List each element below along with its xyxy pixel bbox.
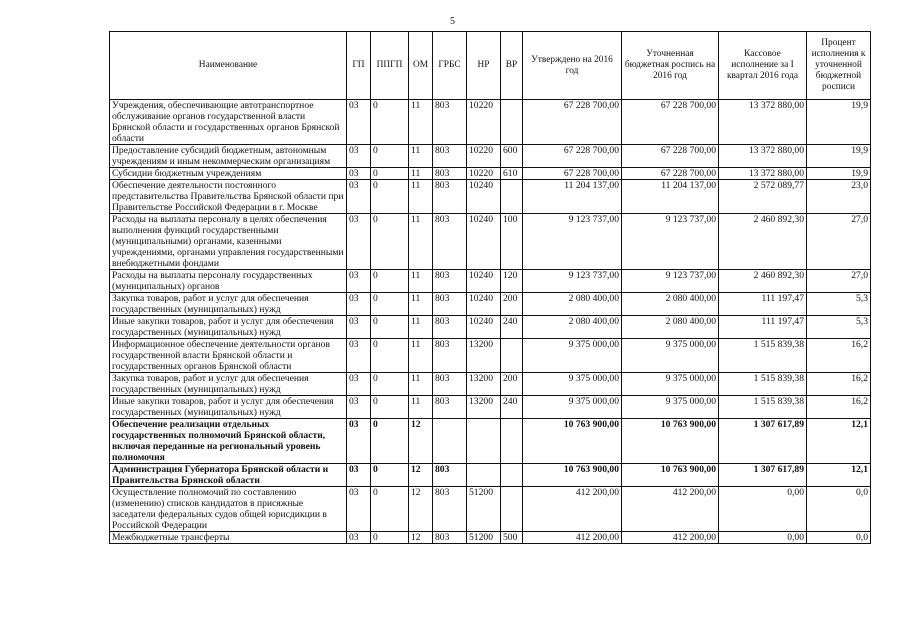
- row-np: 10240: [467, 214, 501, 270]
- row-percent: 19,9: [807, 168, 871, 180]
- row-cash: 1 515 839,38: [719, 373, 807, 396]
- row-percent: 27,0: [807, 214, 871, 270]
- row-pgp: 0: [371, 168, 409, 180]
- table-row: [110, 214, 871, 270]
- row-percent: 27,0: [807, 270, 871, 293]
- row-refined: 9 375 000,00: [622, 339, 719, 373]
- row-refined: 67 228 700,00: [622, 168, 719, 180]
- row-name: Учреждения, обеспечивающие автотранспортное обслуживание органов государственной власти Брянской области и государственных органов Брянской области: [110, 100, 347, 145]
- row-np: 13200: [467, 396, 501, 419]
- header-grbs: ГРБС: [433, 32, 467, 100]
- row-grbs: 803: [433, 464, 467, 487]
- row-name: Осуществление полномочий по составлению (изменению) списков кандидатов в присяжные заседатели федеральных судов общей юрисдикции в Российской Федерации: [110, 487, 347, 532]
- row-refined: 10 763 900,00: [622, 419, 719, 464]
- row-approved: 9 375 000,00: [523, 396, 622, 419]
- row-gp: 03: [347, 396, 371, 419]
- row-grbs: 803: [433, 100, 467, 145]
- row-vr: 200: [501, 293, 523, 316]
- table-row: [110, 180, 871, 214]
- row-cash: 13 372 880,00: [719, 100, 807, 145]
- row-approved: 412 200,00: [523, 487, 622, 532]
- row-name: Предоставление субсидий бюджетным, автономным учреждениям и иным некоммерческим организациям: [110, 145, 347, 168]
- row-grbs: 803: [433, 396, 467, 419]
- row-name: Администрация Губернатора Брянской области и Правительства Брянской области: [110, 464, 347, 487]
- row-vr: 120: [501, 270, 523, 293]
- row-pgp: 0: [371, 100, 409, 145]
- row-refined: 9 375 000,00: [622, 373, 719, 396]
- row-om: 11: [409, 100, 433, 145]
- row-percent: 5,3: [807, 316, 871, 339]
- row-gp: 03: [347, 145, 371, 168]
- row-vr: [501, 464, 523, 487]
- row-name: Расходы на выплаты персоналу государственных (муниципальных) органов: [110, 270, 347, 293]
- row-pgp: 0: [371, 214, 409, 270]
- row-vr: 200: [501, 373, 523, 396]
- row-gp: 03: [347, 373, 371, 396]
- row-pgp: 0: [371, 180, 409, 214]
- row-name: Обеспечение деятельности постоянного представительства Правительства Брянской области при Правительстве Российской Федерации в г. Москве: [110, 180, 347, 214]
- row-approved: 9 123 737,00: [523, 270, 622, 293]
- row-om: 12: [409, 532, 433, 544]
- row-pgp: 0: [371, 419, 409, 464]
- table-row: [110, 145, 871, 168]
- header-vr: ВР: [501, 32, 523, 100]
- row-vr: [501, 339, 523, 373]
- header-row: [110, 32, 871, 100]
- table-row: [110, 100, 871, 145]
- row-np: 51200: [467, 487, 501, 532]
- row-refined: 9 123 737,00: [622, 270, 719, 293]
- row-percent: 19,9: [807, 145, 871, 168]
- row-cash: 1 307 617,89: [719, 419, 807, 464]
- row-vr: [501, 100, 523, 145]
- header-gp: ГП: [347, 32, 371, 100]
- row-name: Закупка товаров, работ и услуг для обеспечения государственных (муниципальных) нужд: [110, 373, 347, 396]
- row-om: 11: [409, 396, 433, 419]
- row-grbs: 803: [433, 373, 467, 396]
- table-header: [110, 32, 871, 100]
- budget-execution-table: [109, 31, 871, 544]
- row-cash: 13 372 880,00: [719, 145, 807, 168]
- row-vr: [501, 419, 523, 464]
- row-pgp: 0: [371, 487, 409, 532]
- row-pgp: 0: [371, 316, 409, 339]
- row-refined: 67 228 700,00: [622, 145, 719, 168]
- row-refined: 10 763 900,00: [622, 464, 719, 487]
- table-row: [110, 339, 871, 373]
- row-approved: 9 375 000,00: [523, 339, 622, 373]
- row-np: 10220: [467, 168, 501, 180]
- row-cash: 111 197,47: [719, 293, 807, 316]
- row-percent: 16,2: [807, 396, 871, 419]
- table-row: [110, 532, 871, 544]
- row-om: 11: [409, 373, 433, 396]
- row-np: 10240: [467, 270, 501, 293]
- row-cash: 1 515 839,38: [719, 339, 807, 373]
- header-cash: Кассовое исполнение за I квартал 2016 года: [719, 32, 807, 100]
- header-refined: Уточненная бюджетная роспись на 2016 год: [622, 32, 719, 100]
- row-approved: 10 763 900,00: [523, 419, 622, 464]
- row-vr: 500: [501, 532, 523, 544]
- row-approved: 67 228 700,00: [523, 100, 622, 145]
- row-gp: 03: [347, 339, 371, 373]
- row-gp: 03: [347, 532, 371, 544]
- row-cash: 111 197,47: [719, 316, 807, 339]
- row-gp: 03: [347, 180, 371, 214]
- row-approved: 2 080 400,00: [523, 316, 622, 339]
- row-gp: 03: [347, 168, 371, 180]
- row-pgp: 0: [371, 145, 409, 168]
- table-row: [110, 293, 871, 316]
- table-row: [110, 419, 871, 464]
- row-grbs: 803: [433, 214, 467, 270]
- row-name: Субсидии бюджетным учреждениям: [110, 168, 347, 180]
- row-refined: 9 123 737,00: [622, 214, 719, 270]
- table-row: [110, 168, 871, 180]
- row-grbs: 803: [433, 339, 467, 373]
- row-grbs: 803: [433, 487, 467, 532]
- row-grbs: 803: [433, 180, 467, 214]
- table-row: [110, 464, 871, 487]
- row-refined: 412 200,00: [622, 532, 719, 544]
- row-gp: 03: [347, 270, 371, 293]
- row-np: 10240: [467, 293, 501, 316]
- row-grbs: 803: [433, 270, 467, 293]
- row-cash: 0,00: [719, 532, 807, 544]
- row-gp: 03: [347, 293, 371, 316]
- row-om: 11: [409, 168, 433, 180]
- row-om: 11: [409, 270, 433, 293]
- header-approved: Утверждено на 2016 год: [523, 32, 622, 100]
- row-name: Информационное обеспечение деятельности органов государственной власти Брянской области и государственных органов Брянской области: [110, 339, 347, 373]
- row-pgp: 0: [371, 532, 409, 544]
- row-np: 13200: [467, 373, 501, 396]
- row-gp: 03: [347, 100, 371, 145]
- row-approved: 11 204 137,00: [523, 180, 622, 214]
- row-cash: 1 515 839,38: [719, 396, 807, 419]
- row-refined: 412 200,00: [622, 487, 719, 532]
- row-vr: 600: [501, 145, 523, 168]
- row-gp: 03: [347, 487, 371, 532]
- row-approved: 412 200,00: [523, 532, 622, 544]
- table-row: [110, 316, 871, 339]
- row-percent: 0,0: [807, 532, 871, 544]
- table-row: [110, 270, 871, 293]
- row-approved: 2 080 400,00: [523, 293, 622, 316]
- row-om: 12: [409, 487, 433, 532]
- row-name: Расходы на выплаты персоналу в целях обеспечения выполнения функций государственными (муниципальными) органами, казенными учреждениями, органами управления государственными внебюджетными фондами: [110, 214, 347, 270]
- table-row: [110, 396, 871, 419]
- row-approved: 67 228 700,00: [523, 145, 622, 168]
- row-refined: 67 228 700,00: [622, 100, 719, 145]
- row-pgp: 0: [371, 270, 409, 293]
- row-gp: 03: [347, 316, 371, 339]
- row-percent: 12,1: [807, 464, 871, 487]
- row-np: 13200: [467, 339, 501, 373]
- row-grbs: 803: [433, 293, 467, 316]
- header-name: Наименование: [110, 32, 347, 100]
- row-np: [467, 464, 501, 487]
- row-name: Закупка товаров, работ и услуг для обеспечения государственных (муниципальных) нужд: [110, 293, 347, 316]
- row-pgp: 0: [371, 373, 409, 396]
- row-om: 12: [409, 419, 433, 464]
- row-percent: 23,0: [807, 180, 871, 214]
- row-vr: [501, 487, 523, 532]
- row-pgp: 0: [371, 293, 409, 316]
- row-grbs: [433, 419, 467, 464]
- row-percent: 16,2: [807, 373, 871, 396]
- row-percent: 19,9: [807, 100, 871, 145]
- row-om: 11: [409, 214, 433, 270]
- row-cash: 1 307 617,89: [719, 464, 807, 487]
- row-gp: 03: [347, 464, 371, 487]
- row-refined: 9 375 000,00: [622, 396, 719, 419]
- row-grbs: 803: [433, 145, 467, 168]
- row-om: 11: [409, 339, 433, 373]
- row-grbs: 803: [433, 532, 467, 544]
- row-om: 11: [409, 316, 433, 339]
- row-cash: 2 572 089,77: [719, 180, 807, 214]
- row-np: 51200: [467, 532, 501, 544]
- row-refined: 2 080 400,00: [622, 316, 719, 339]
- row-vr: [501, 180, 523, 214]
- row-approved: 10 763 900,00: [523, 464, 622, 487]
- row-om: 11: [409, 145, 433, 168]
- row-om: 11: [409, 180, 433, 214]
- row-approved: 9 123 737,00: [523, 214, 622, 270]
- row-percent: 0,0: [807, 487, 871, 532]
- row-pgp: 0: [371, 396, 409, 419]
- row-cash: 2 460 892,30: [719, 270, 807, 293]
- row-approved: 9 375 000,00: [523, 373, 622, 396]
- row-vr: 100: [501, 214, 523, 270]
- row-np: 10220: [467, 100, 501, 145]
- page-number: 5: [450, 16, 455, 27]
- row-cash: 2 460 892,30: [719, 214, 807, 270]
- row-name: Иные закупки товаров, работ и услуг для обеспечения государственных (муниципальных) нужд: [110, 316, 347, 339]
- row-pgp: 0: [371, 464, 409, 487]
- table-row: [110, 373, 871, 396]
- row-approved: 67 228 700,00: [523, 168, 622, 180]
- row-cash: 13 372 880,00: [719, 168, 807, 180]
- row-percent: 16,2: [807, 339, 871, 373]
- row-np: 10240: [467, 180, 501, 214]
- row-cash: 0,00: [719, 487, 807, 532]
- header-om: ОМ: [409, 32, 433, 100]
- table-row: [110, 487, 871, 532]
- row-pgp: 0: [371, 339, 409, 373]
- row-np: [467, 419, 501, 464]
- row-name: Межбюджетные трансферты: [110, 532, 347, 544]
- table-body: [110, 100, 871, 544]
- row-gp: 03: [347, 214, 371, 270]
- row-om: 12: [409, 464, 433, 487]
- row-vr: 240: [501, 316, 523, 339]
- row-name: Иные закупки товаров, работ и услуг для обеспечения государственных (муниципальных) нужд: [110, 396, 347, 419]
- row-vr: 240: [501, 396, 523, 419]
- row-name: Обеспечение реализации отдельных государственных полномочий Брянской области, включая переданные на региональный уровень полномочия: [110, 419, 347, 464]
- row-np: 10220: [467, 145, 501, 168]
- row-refined: 2 080 400,00: [622, 293, 719, 316]
- row-gp: 03: [347, 419, 371, 464]
- header-np: НР: [467, 32, 501, 100]
- row-np: 10240: [467, 316, 501, 339]
- row-om: 11: [409, 293, 433, 316]
- header-pgp: ППГП: [371, 32, 409, 100]
- row-vr: 610: [501, 168, 523, 180]
- header-percent: Процент исполнения к уточненной бюджетной росписи: [807, 32, 871, 100]
- row-grbs: 803: [433, 316, 467, 339]
- row-refined: 11 204 137,00: [622, 180, 719, 214]
- row-grbs: 803: [433, 168, 467, 180]
- row-percent: 12,1: [807, 419, 871, 464]
- row-percent: 5,3: [807, 293, 871, 316]
